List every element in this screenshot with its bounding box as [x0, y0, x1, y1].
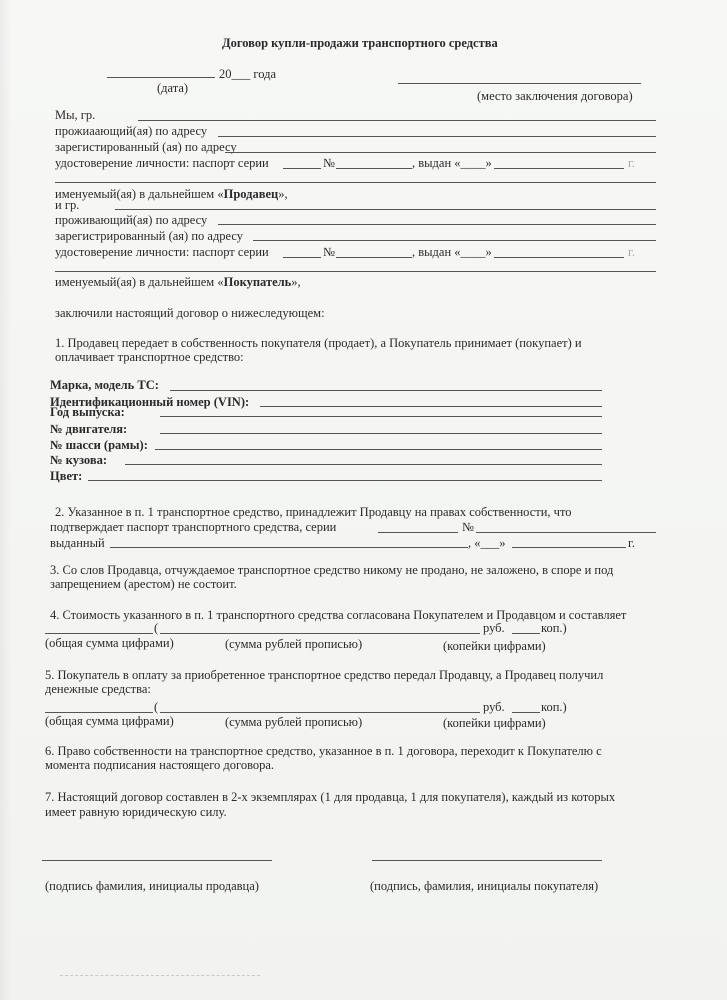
seller-named-suffix: », — [278, 187, 288, 201]
price-digits-line[interactable] — [45, 633, 153, 634]
buyer-registered-label: зарегистрированный (ая) по адресу — [55, 229, 244, 243]
date-line[interactable] — [107, 77, 215, 78]
clause1-line2: оплачивает транспортное средство: — [55, 350, 244, 364]
clause2-issued-date: , «___» — [468, 536, 506, 550]
vehicle-field-line-chassis[interactable] — [155, 449, 602, 450]
clause7-line2: имеет равную юридическую силу. — [45, 805, 227, 819]
paid-kop-line[interactable] — [512, 712, 540, 713]
clause1-line1: 1. Продавец передает в собственность покупателя (продает), а Покупатель принимает (покупает) и — [55, 336, 582, 350]
vehicle-field-line-year[interactable] — [160, 416, 602, 417]
seller-residing-line[interactable] — [218, 136, 656, 137]
vehicle-field-label-body: № кузова: — [50, 453, 108, 467]
paid-paren-open: ( — [154, 700, 159, 714]
vehicle-field-label-engine: № двигателя: — [50, 422, 128, 436]
vehicle-field-line-body[interactable] — [125, 464, 602, 465]
vehicle-field-line-vin[interactable] — [260, 406, 602, 407]
vehicle-field-label-vin: Идентификационный номер (VIN): — [50, 395, 250, 409]
buyer-issued-label: , выдан «____» — [412, 245, 492, 259]
buyer-signature-caption: (подпись, фамилия, инициалы покупателя) — [370, 879, 599, 893]
clause2-number-sign: № — [462, 520, 474, 534]
concluded-text: заключили настоящий договор о нижеследующем: — [55, 306, 325, 320]
buyer-passport-series-line[interactable] — [283, 257, 321, 258]
seller-passport-label: удостоверение личности: паспорт серии — [55, 156, 269, 170]
clause3-line2: запрещением (арестом) не состоит. — [50, 577, 237, 591]
clause2-line2a: подтверждает паспорт транспортного средства, серии — [50, 520, 337, 534]
pts-issued-date-line[interactable] — [512, 547, 626, 548]
seller-signature-line[interactable] — [42, 860, 272, 861]
buyer-passport-number-sign: № — [323, 245, 335, 259]
seller-issued-label: , выдан «____» — [412, 156, 492, 170]
seller-named-prefix: именуемый(ая) в дальнейшем « — [55, 187, 224, 201]
clause2-year-suffix: г. — [628, 536, 635, 550]
vehicle-field-label-color: Цвет: — [50, 469, 83, 483]
clause6-line2: момента подписания настоящего договора. — [45, 758, 275, 772]
scan-edge-shadow — [0, 0, 12, 1000]
seller-passport-series-line[interactable] — [283, 168, 321, 169]
buyer-named-suffix: », — [291, 275, 301, 289]
seller-registered-label: зарегистированный (ая) по адресу — [55, 140, 237, 154]
seller-issued-date-line[interactable] — [494, 168, 624, 169]
clause5-line2: денежные средства: — [45, 682, 151, 696]
seller-residing-label: прожиаающий(ая) по адресу — [55, 124, 208, 138]
price-caption-digits: (общая сумма цифрами) — [45, 636, 174, 650]
seller-signature-caption: (подпись фамилия, инициалы продавца) — [45, 879, 259, 893]
vehicle-field-label-year: Год выпуска: — [50, 405, 125, 419]
seller-issued-year-suffix: г. — [628, 156, 635, 170]
paid-caption-digits: (общая сумма цифрами) — [45, 714, 174, 728]
seller-registered-line[interactable] — [225, 152, 656, 153]
price-paren-open: ( — [154, 621, 159, 635]
buyer-and: и гр. — [55, 198, 80, 212]
seller-passport-number-sign: № — [323, 156, 335, 170]
clause7-line1: 7. Настоящий договор составлен в 2-х экземплярах (1 для продавца, 1 для покупателя), каждый из которых — [45, 790, 616, 804]
paid-rub: руб. — [483, 700, 505, 714]
clause2-line3a: выданный — [50, 536, 105, 550]
price-caption-words: (сумма рублей прописью) — [225, 637, 363, 651]
vehicle-field-line-color[interactable] — [88, 480, 602, 481]
price-kop-line[interactable] — [512, 633, 540, 634]
clause2-line1: 2. Указанное в п. 1 транспортное средство, принадлежит Продавцу на правах собственности, что — [55, 505, 572, 519]
clause6-line1: 6. Право собственности на транспортное средство, указанное в п. 1 договора, переходит к Покупателю с — [45, 744, 602, 758]
clause4-line1: 4. Стоимость указанного в п. 1 транспортного средства согласована Покупателем и Продавцом и составляет — [50, 608, 627, 622]
buyer-issued-year-suffix: г. — [628, 245, 635, 259]
pts-number-line[interactable] — [476, 532, 656, 533]
seller-passport-number-line[interactable] — [336, 168, 412, 169]
price-caption-kop: (копейки цифрами) — [443, 639, 546, 653]
vehicle-field-label-model: Марка, модель ТС: — [50, 378, 159, 392]
clause5-line1: 5. Покупатель в оплату за приобретенное транспортное средство передал Продавцу, а Продавец получил — [45, 668, 604, 682]
paid-kop: коп.) — [541, 700, 567, 714]
seller-named — [55, 187, 288, 201]
buyer-issued-by-line[interactable] — [55, 271, 656, 272]
pts-issued-by-line[interactable] — [110, 547, 468, 548]
vehicle-field-line-model[interactable] — [170, 390, 602, 391]
seller-we: Мы, гр. — [55, 108, 96, 122]
paid-words-line[interactable] — [160, 712, 480, 713]
buyer-named-prefix: именуемый(ая) в дальнейшем « — [55, 275, 224, 289]
vehicle-field-line-engine[interactable] — [160, 433, 602, 434]
buyer-passport-label: удостоверение личности: паспорт серии — [55, 245, 269, 259]
buyer-named-role: Покупатель — [223, 275, 292, 289]
buyer-issued-date-line[interactable] — [494, 257, 624, 258]
seller-issued-by-line[interactable] — [55, 182, 656, 183]
seller-name-line[interactable] — [138, 120, 656, 121]
clause3-line1: 3. Со слов Продавца, отчуждаемое транспортное средство никому не продано, не заложено, в споре и под — [50, 563, 614, 577]
buyer-named — [55, 275, 301, 289]
buyer-registered-line[interactable] — [253, 240, 656, 241]
vehicle-field-label-chassis: № шасси (рамы): — [50, 438, 148, 452]
price-words-line[interactable] — [160, 633, 480, 634]
paid-digits-line[interactable] — [45, 712, 153, 713]
document-title: Договор купли-продажи транспортного средства — [222, 36, 498, 50]
pts-series-line[interactable] — [378, 532, 458, 533]
buyer-name-line[interactable] — [115, 209, 656, 210]
date-year: 20___ года — [219, 67, 276, 81]
paid-caption-words: (сумма рублей прописью) — [225, 715, 363, 729]
seller-named-role: Продавец — [223, 187, 279, 201]
buyer-passport-number-line[interactable] — [336, 257, 412, 258]
place-caption: (место заключения договора) — [477, 89, 633, 103]
scan-artifact-line — [60, 975, 260, 976]
paid-caption-kop: (копейки цифрами) — [443, 716, 546, 730]
buyer-residing-label: проживающий(ая) по адресу — [55, 213, 208, 227]
buyer-residing-line[interactable] — [218, 224, 656, 225]
date-caption: (дата) — [157, 81, 189, 95]
price-rub: руб. — [483, 621, 505, 635]
place-line[interactable] — [398, 83, 641, 84]
buyer-signature-line[interactable] — [372, 860, 602, 861]
price-kop: коп.) — [541, 621, 567, 635]
